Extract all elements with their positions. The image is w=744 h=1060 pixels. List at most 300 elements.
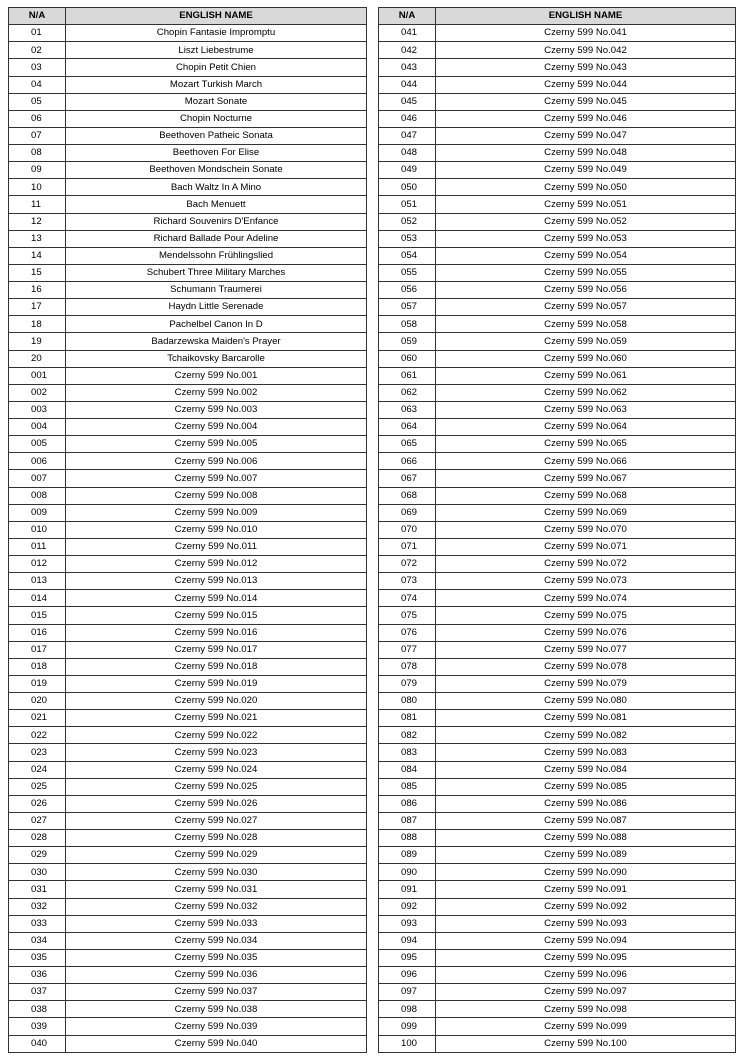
song-name-cell: Czerny 599 No.020: [66, 693, 367, 710]
song-name-cell: Czerny 599 No.046: [436, 110, 736, 127]
song-number-cell: 070: [379, 521, 436, 538]
song-name-cell: Tchaikovsky Barcarolle: [66, 350, 367, 367]
table-row: [379, 607, 736, 624]
song-number-cell: 014: [9, 590, 66, 607]
song-name-cell: Czerny 599 No.062: [436, 384, 736, 401]
song-number-cell: 043: [379, 59, 436, 76]
table-row: [379, 915, 736, 932]
song-name-cell: Richard Ballade Pour Adeline: [66, 230, 367, 247]
song-number-cell: 022: [9, 727, 66, 744]
table-row: [9, 127, 367, 144]
table-row: [379, 401, 736, 418]
table-row: [379, 967, 736, 984]
song-name-cell: Czerny 599 No.074: [436, 590, 736, 607]
table-row: [379, 419, 736, 436]
table-row: [379, 744, 736, 761]
song-number-cell: 016: [9, 624, 66, 641]
song-name-cell: Chopin Petit Chien: [66, 59, 367, 76]
table-row: [379, 282, 736, 299]
song-number-cell: 096: [379, 967, 436, 984]
table-row: [379, 453, 736, 470]
song-name-cell: Czerny 599 No.002: [66, 384, 367, 401]
table-row: [379, 693, 736, 710]
song-name-cell: Schubert Three Military Marches: [66, 264, 367, 281]
table-row: [379, 93, 736, 110]
table-row: [379, 333, 736, 350]
song-number-cell: 089: [379, 847, 436, 864]
song-name-cell: Czerny 599 No.090: [436, 864, 736, 881]
song-name-cell: Czerny 599 No.045: [436, 93, 736, 110]
song-number-cell: 02: [9, 42, 66, 59]
song-name-cell: Czerny 599 No.083: [436, 744, 736, 761]
song-name-cell: Czerny 599 No.016: [66, 624, 367, 641]
song-name-cell: Czerny 599 No.012: [66, 556, 367, 573]
song-number-cell: 07: [9, 127, 66, 144]
song-number-cell: 04: [9, 76, 66, 93]
song-table-left: [8, 7, 367, 1053]
table-row: [379, 898, 736, 915]
table-row: [379, 949, 736, 966]
table-row: [9, 350, 367, 367]
table-row: [379, 1001, 736, 1018]
song-name-cell: Czerny 599 No.033: [66, 915, 367, 932]
song-number-cell: 027: [9, 812, 66, 829]
song-number-cell: 036: [9, 967, 66, 984]
song-name-cell: Czerny 599 No.025: [66, 778, 367, 795]
song-number-cell: 061: [379, 367, 436, 384]
song-name-cell: Czerny 599 No.099: [436, 1018, 736, 1035]
table-row: [379, 162, 736, 179]
table-row: [9, 830, 367, 847]
table-row: [379, 196, 736, 213]
table-row: [379, 538, 736, 555]
table-row: [9, 213, 367, 230]
table-row: [9, 25, 367, 42]
table-row: [379, 470, 736, 487]
song-number-cell: 080: [379, 693, 436, 710]
table-row: [9, 795, 367, 812]
song-number-cell: 019: [9, 675, 66, 692]
song-number-cell: 065: [379, 436, 436, 453]
song-name-cell: Czerny 599 No.053: [436, 230, 736, 247]
table-row: [9, 538, 367, 555]
table-row: [379, 573, 736, 590]
song-name-cell: Chopin Fantasie Impromptu: [66, 25, 367, 42]
table-row: [379, 127, 736, 144]
song-number-cell: 067: [379, 470, 436, 487]
song-name-cell: Czerny 599 No.023: [66, 744, 367, 761]
song-number-cell: 009: [9, 504, 66, 521]
song-name-cell: Czerny 599 No.067: [436, 470, 736, 487]
table-row: [379, 504, 736, 521]
song-number-cell: 007: [9, 470, 66, 487]
table-row: [9, 230, 367, 247]
song-number-cell: 20: [9, 350, 66, 367]
song-number-cell: 16: [9, 282, 66, 299]
song-name-cell: Czerny 599 No.068: [436, 487, 736, 504]
song-name-cell: Czerny 599 No.028: [66, 830, 367, 847]
song-name-cell: Czerny 599 No.070: [436, 521, 736, 538]
song-name-cell: Czerny 599 No.017: [66, 641, 367, 658]
song-name-cell: Czerny 599 No.082: [436, 727, 736, 744]
table-row: [379, 110, 736, 127]
table-row: [379, 624, 736, 641]
song-name-cell: Czerny 599 No.015: [66, 607, 367, 624]
song-number-cell: 064: [379, 419, 436, 436]
table-row: [379, 847, 736, 864]
table-row: [9, 590, 367, 607]
song-name-cell: Czerny 599 No.054: [436, 247, 736, 264]
song-name-cell: Czerny 599 No.078: [436, 658, 736, 675]
song-number-cell: 037: [9, 984, 66, 1001]
table-row: [9, 641, 367, 658]
song-name-cell: Czerny 599 No.097: [436, 984, 736, 1001]
table-row: [9, 864, 367, 881]
column-header-number: N/A: [379, 8, 436, 25]
song-name-cell: Czerny 599 No.061: [436, 367, 736, 384]
song-name-cell: Czerny 599 No.031: [66, 881, 367, 898]
song-number-cell: 023: [9, 744, 66, 761]
table-row: [379, 778, 736, 795]
song-number-cell: 033: [9, 915, 66, 932]
song-name-cell: Czerny 599 No.085: [436, 778, 736, 795]
column-header-number: N/A: [9, 8, 66, 25]
song-name-cell: Czerny 599 No.036: [66, 967, 367, 984]
table-row: [9, 42, 367, 59]
song-number-cell: 011: [9, 538, 66, 555]
song-number-cell: 028: [9, 830, 66, 847]
table-row: [379, 76, 736, 93]
song-name-cell: Haydn Little Serenade: [66, 299, 367, 316]
song-number-cell: 053: [379, 230, 436, 247]
table-row: [9, 487, 367, 504]
song-name-cell: Czerny 599 No.080: [436, 693, 736, 710]
song-name-cell: Czerny 599 No.049: [436, 162, 736, 179]
song-number-cell: 008: [9, 487, 66, 504]
song-name-cell: Czerny 599 No.022: [66, 727, 367, 744]
table-row: [379, 658, 736, 675]
song-number-cell: 099: [379, 1018, 436, 1035]
song-number-cell: 010: [9, 521, 66, 538]
song-number-cell: 074: [379, 590, 436, 607]
song-name-cell: Czerny 599 No.059: [436, 333, 736, 350]
song-name-cell: Czerny 599 No.004: [66, 419, 367, 436]
table-row: [379, 1035, 736, 1052]
table-row: [379, 230, 736, 247]
song-number-cell: 18: [9, 316, 66, 333]
table-row: [379, 932, 736, 949]
song-number-cell: 049: [379, 162, 436, 179]
song-name-cell: Schumann Traumerei: [66, 282, 367, 299]
song-name-cell: Mozart Turkish March: [66, 76, 367, 93]
song-number-cell: 041: [379, 25, 436, 42]
song-number-cell: 076: [379, 624, 436, 641]
table-row: [379, 795, 736, 812]
table-row: [379, 436, 736, 453]
song-number-cell: 030: [9, 864, 66, 881]
song-name-cell: Beethoven Patheic Sonata: [66, 127, 367, 144]
song-number-cell: 039: [9, 1018, 66, 1035]
song-name-cell: Czerny 599 No.037: [66, 984, 367, 1001]
song-number-cell: 086: [379, 795, 436, 812]
song-number-cell: 081: [379, 710, 436, 727]
song-number-cell: 050: [379, 179, 436, 196]
song-number-cell: 079: [379, 675, 436, 692]
table-row: [9, 110, 367, 127]
table-row: [9, 76, 367, 93]
table-row: [9, 744, 367, 761]
song-number-cell: 15: [9, 264, 66, 281]
table-row: [9, 264, 367, 281]
table-row: [379, 881, 736, 898]
song-name-cell: Czerny 599 No.011: [66, 538, 367, 555]
column-header-english-name: ENGLISH NAME: [66, 8, 367, 25]
song-number-cell: 046: [379, 110, 436, 127]
song-name-cell: Beethoven Mondschein Sonate: [66, 162, 367, 179]
table-row: [9, 247, 367, 264]
song-name-cell: Chopin Nocturne: [66, 110, 367, 127]
song-number-cell: 071: [379, 538, 436, 555]
table-row: [379, 761, 736, 778]
song-name-cell: Czerny 599 No.092: [436, 898, 736, 915]
song-name-cell: Czerny 599 No.076: [436, 624, 736, 641]
song-name-cell: Czerny 599 No.041: [436, 25, 736, 42]
table-row: [9, 658, 367, 675]
table-row: [379, 1018, 736, 1035]
table-row: [379, 521, 736, 538]
table-row: [9, 881, 367, 898]
song-number-cell: 035: [9, 949, 66, 966]
song-name-cell: Czerny 599 No.066: [436, 453, 736, 470]
song-table-right: [378, 7, 736, 1053]
song-number-cell: 14: [9, 247, 66, 264]
song-number-cell: 075: [379, 607, 436, 624]
table-header-row: [379, 8, 736, 25]
song-number-cell: 021: [9, 710, 66, 727]
table-row: [9, 607, 367, 624]
song-name-cell: Czerny 599 No.018: [66, 658, 367, 675]
song-name-cell: Czerny 599 No.039: [66, 1018, 367, 1035]
song-number-cell: 069: [379, 504, 436, 521]
song-number-cell: 001: [9, 367, 66, 384]
table-row: [379, 179, 736, 196]
table-row: [9, 915, 367, 932]
table-row: [9, 470, 367, 487]
song-number-cell: 013: [9, 573, 66, 590]
song-name-cell: Czerny 599 No.060: [436, 350, 736, 367]
song-name-cell: Czerny 599 No.030: [66, 864, 367, 881]
table-row: [9, 367, 367, 384]
song-number-cell: 10: [9, 179, 66, 196]
song-number-cell: 026: [9, 795, 66, 812]
song-number-cell: 097: [379, 984, 436, 1001]
song-name-cell: Czerny 599 No.038: [66, 1001, 367, 1018]
table-row: [9, 504, 367, 521]
song-number-cell: 091: [379, 881, 436, 898]
table-row: [9, 401, 367, 418]
song-number-cell: 066: [379, 453, 436, 470]
table-row: [379, 145, 736, 162]
table-row: [9, 1018, 367, 1035]
table-row: [9, 162, 367, 179]
song-name-cell: Czerny 599 No.007: [66, 470, 367, 487]
table-row: [9, 693, 367, 710]
song-name-cell: Czerny 599 No.034: [66, 932, 367, 949]
song-name-cell: Pachelbel Canon In D: [66, 316, 367, 333]
song-number-cell: 052: [379, 213, 436, 230]
song-number-cell: 090: [379, 864, 436, 881]
song-number-cell: 032: [9, 898, 66, 915]
song-name-cell: Czerny 599 No.040: [66, 1035, 367, 1052]
song-number-cell: 056: [379, 282, 436, 299]
table-row: [9, 1035, 367, 1052]
song-number-cell: 085: [379, 778, 436, 795]
song-name-cell: Czerny 599 No.069: [436, 504, 736, 521]
song-number-cell: 017: [9, 641, 66, 658]
song-number-cell: 015: [9, 607, 66, 624]
table-row: [9, 898, 367, 915]
song-name-cell: Czerny 599 No.006: [66, 453, 367, 470]
song-name-cell: Czerny 599 No.057: [436, 299, 736, 316]
table-row: [9, 384, 367, 401]
song-number-cell: 082: [379, 727, 436, 744]
song-number-cell: 031: [9, 881, 66, 898]
song-number-cell: 060: [379, 350, 436, 367]
song-name-cell: Badarzewska Maiden's Prayer: [66, 333, 367, 350]
song-number-cell: 002: [9, 384, 66, 401]
song-name-cell: Czerny 599 No.047: [436, 127, 736, 144]
song-name-cell: Czerny 599 No.081: [436, 710, 736, 727]
table-row: [9, 196, 367, 213]
song-name-cell: Mendelssohn Frühlingslied: [66, 247, 367, 264]
song-number-cell: 084: [379, 761, 436, 778]
song-name-cell: Czerny 599 No.003: [66, 401, 367, 418]
song-name-cell: Czerny 599 No.096: [436, 967, 736, 984]
song-number-cell: 077: [379, 641, 436, 658]
table-row: [9, 419, 367, 436]
song-name-cell: Czerny 599 No.079: [436, 675, 736, 692]
table-row: [9, 573, 367, 590]
song-name-cell: Czerny 599 No.019: [66, 675, 367, 692]
table-row: [9, 145, 367, 162]
song-name-cell: Czerny 599 No.094: [436, 932, 736, 949]
song-number-cell: 055: [379, 264, 436, 281]
table-row: [9, 710, 367, 727]
song-number-cell: 087: [379, 812, 436, 829]
song-number-cell: 025: [9, 778, 66, 795]
song-name-cell: Richard Souvenirs D'Enfance: [66, 213, 367, 230]
song-name-cell: Bach Menuett: [66, 196, 367, 213]
table-row: [9, 761, 367, 778]
song-name-cell: Czerny 599 No.021: [66, 710, 367, 727]
table-row: [379, 984, 736, 1001]
song-name-cell: Czerny 599 No.075: [436, 607, 736, 624]
song-name-cell: Czerny 599 No.052: [436, 213, 736, 230]
song-number-cell: 06: [9, 110, 66, 127]
song-name-cell: Czerny 599 No.073: [436, 573, 736, 590]
song-name-cell: Czerny 599 No.026: [66, 795, 367, 812]
table-row: [379, 675, 736, 692]
song-number-cell: 040: [9, 1035, 66, 1052]
song-number-cell: 13: [9, 230, 66, 247]
song-number-cell: 034: [9, 932, 66, 949]
table-row: [379, 556, 736, 573]
table-row: [379, 350, 736, 367]
table-row: [9, 675, 367, 692]
song-number-cell: 047: [379, 127, 436, 144]
song-name-cell: Czerny 599 No.043: [436, 59, 736, 76]
song-name-cell: Czerny 599 No.048: [436, 145, 736, 162]
song-name-cell: Mozart Sonate: [66, 93, 367, 110]
song-name-cell: Czerny 599 No.086: [436, 795, 736, 812]
song-name-cell: Czerny 599 No.091: [436, 881, 736, 898]
song-name-cell: Czerny 599 No.050: [436, 179, 736, 196]
song-number-cell: 078: [379, 658, 436, 675]
song-name-cell: Czerny 599 No.064: [436, 419, 736, 436]
song-number-cell: 01: [9, 25, 66, 42]
song-name-cell: Czerny 599 No.013: [66, 573, 367, 590]
table-row: [9, 624, 367, 641]
song-number-cell: 051: [379, 196, 436, 213]
table-row: [9, 812, 367, 829]
song-number-cell: 083: [379, 744, 436, 761]
table-row: [9, 949, 367, 966]
song-number-cell: 004: [9, 419, 66, 436]
table-row: [9, 984, 367, 1001]
song-number-cell: 095: [379, 949, 436, 966]
song-number-cell: 024: [9, 761, 66, 778]
table-row: [379, 710, 736, 727]
song-number-cell: 038: [9, 1001, 66, 1018]
table-row: [9, 59, 367, 76]
table-row: [379, 59, 736, 76]
song-number-cell: 073: [379, 573, 436, 590]
song-number-cell: 063: [379, 401, 436, 418]
song-name-cell: Czerny 599 No.072: [436, 556, 736, 573]
table-row: [9, 556, 367, 573]
table-row: [379, 830, 736, 847]
table-header-row: [9, 8, 367, 25]
table-row: [379, 367, 736, 384]
table-row: [9, 316, 367, 333]
table-row: [379, 590, 736, 607]
song-name-cell: Czerny 599 No.088: [436, 830, 736, 847]
song-name-cell: Czerny 599 No.014: [66, 590, 367, 607]
song-number-cell: 062: [379, 384, 436, 401]
song-name-cell: Czerny 599 No.093: [436, 915, 736, 932]
table-row: [9, 967, 367, 984]
song-name-cell: Czerny 599 No.100: [436, 1035, 736, 1052]
table-row: [9, 282, 367, 299]
song-number-cell: 058: [379, 316, 436, 333]
table-row: [9, 179, 367, 196]
song-name-cell: Czerny 599 No.058: [436, 316, 736, 333]
table-row: [379, 812, 736, 829]
song-number-cell: 094: [379, 932, 436, 949]
table-row: [379, 641, 736, 658]
table-row: [379, 213, 736, 230]
table-row: [9, 453, 367, 470]
song-number-cell: 045: [379, 93, 436, 110]
song-name-cell: Czerny 599 No.084: [436, 761, 736, 778]
song-number-cell: 088: [379, 830, 436, 847]
table-row: [379, 864, 736, 881]
table-row: [379, 316, 736, 333]
song-name-cell: Czerny 599 No.008: [66, 487, 367, 504]
table-row: [379, 487, 736, 504]
table-row: [379, 727, 736, 744]
table-row: [9, 847, 367, 864]
